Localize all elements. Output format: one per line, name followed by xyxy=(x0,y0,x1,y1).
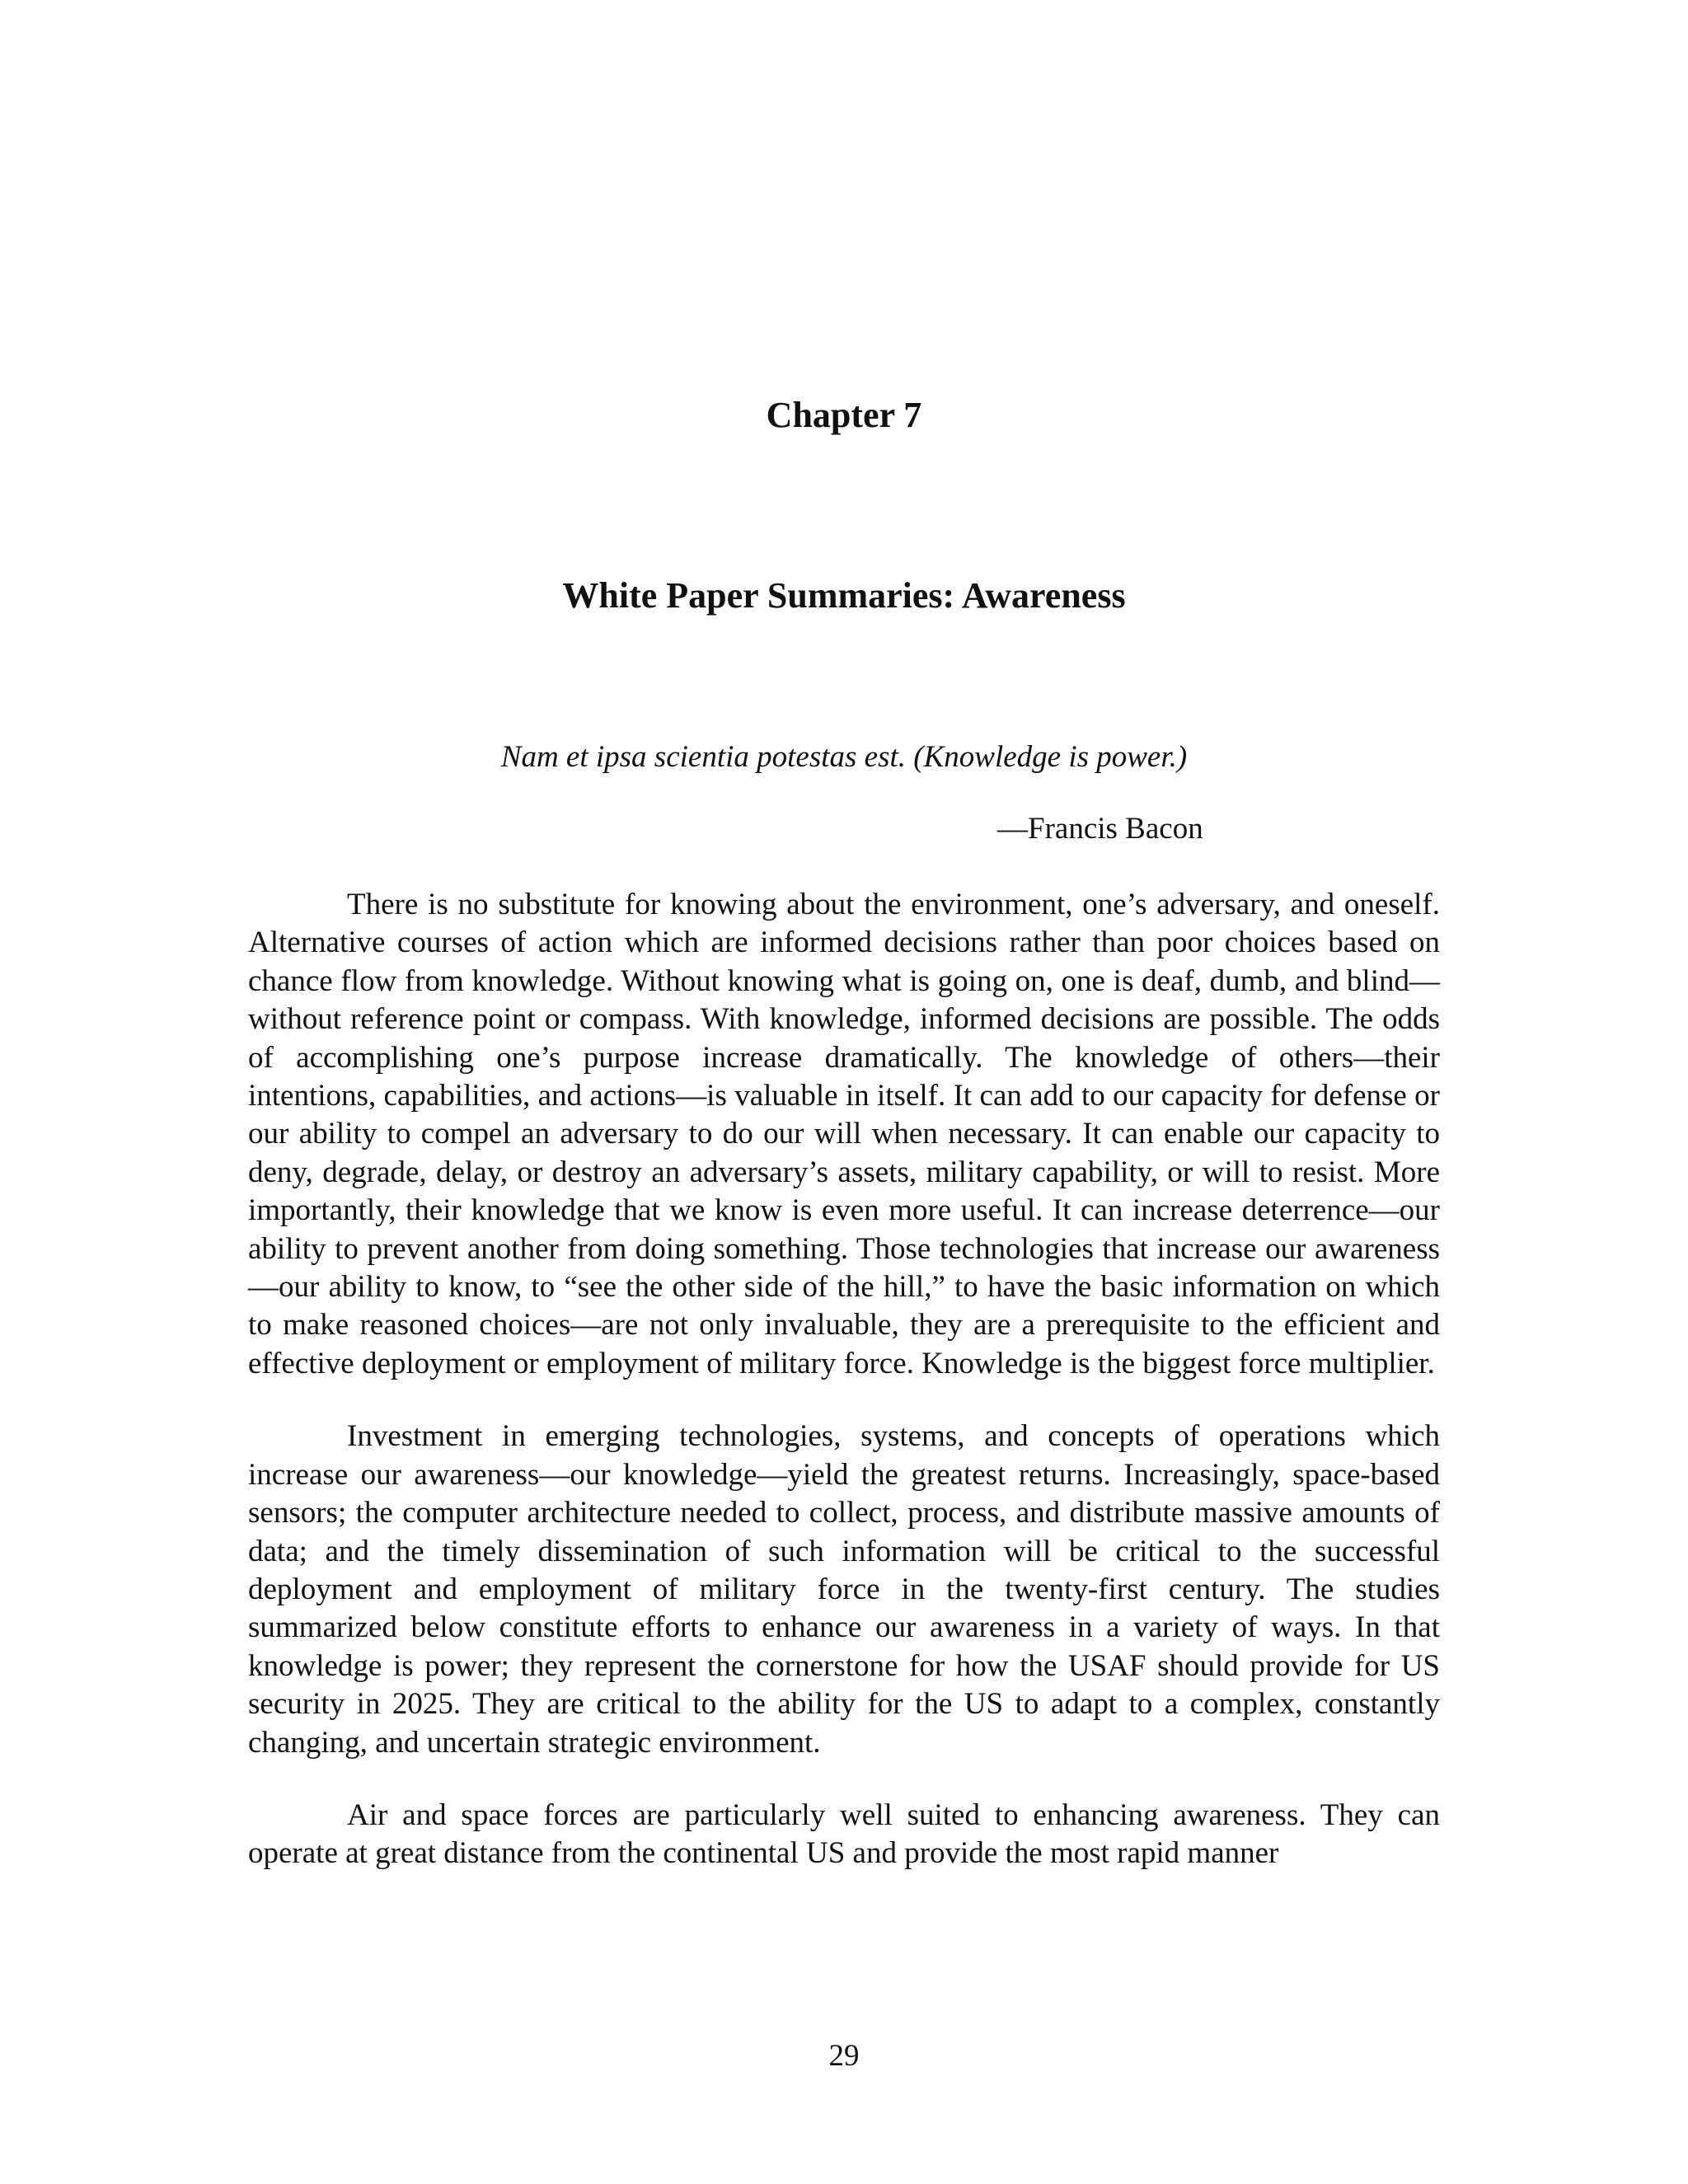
epigraph-quote: Nam et ipsa scientia potestas est. (Knowledge is power.) xyxy=(500,740,1188,774)
page-number: 29 xyxy=(828,2039,860,2073)
body-paragraph-3: Air and space forces are particularly well suited to enhancing awareness. They can operate at great distance from the continental US and provide the most rapid manner xyxy=(248,1797,1440,1871)
body-paragraph-1: There is no substitute for knowing about the environment, one’s adversary, and oneself. Alternative courses of action which are informed decisions rather than poor choices based on chance flow from knowledge. Without knowing what is going on, one is deaf, dumb, and blind—without reference point or compass. With knowledge, informed decisions are possible. The odds of accomplishing one’s purpose increase dramatically. The knowledge of others—their intentions, capabilities, and actions—is valuable in itself. It can add to our capacity for defense or our ability to compel an adversary to do our will when necessary. It can enable our capacity to deny, degrade, delay, or destroy an adversary’s assets, military capability, or will to resist. More importantly, their knowledge that we know is even more useful. It can increase deterrence—our ability to prevent another from doing something. Those technologies that increase our awareness—our ability to know, to “see the other side of the hill,” to have the basic information on which to make reasoned choices—are not only invaluable, they are a prerequisite to the efficient and effective deployment or employment of military force. Knowledge is the biggest force multiplier. xyxy=(248,888,1440,1380)
body-paragraph-2: Investment in emerging technologies, systems, and concepts of operations which increase our awareness—our knowledge—yield the greatest returns. Increasingly, space-based sensors; the computer architecture needed to collect, process, and distribute massive amounts of data; and the timely dissemination of such information will be critical to the successful deployment and employment of military force in the twenty-first century. The studies summarized below constitute efforts to enhance our awareness in a variety of ways. In that knowledge is power; they represent the cornerstone for how the USAF should provide for US security in 2025. They are critical to the ability for the US to adapt to a complex, constantly changing, and uncertain strategic environment. xyxy=(248,1419,1440,1760)
chapter-title: White Paper Summaries: Awareness xyxy=(562,575,1126,616)
body-text xyxy=(248,886,1440,1908)
chapter-heading: Chapter 7 xyxy=(766,395,922,435)
epigraph-attribution: —Francis Bacon xyxy=(997,812,1203,846)
